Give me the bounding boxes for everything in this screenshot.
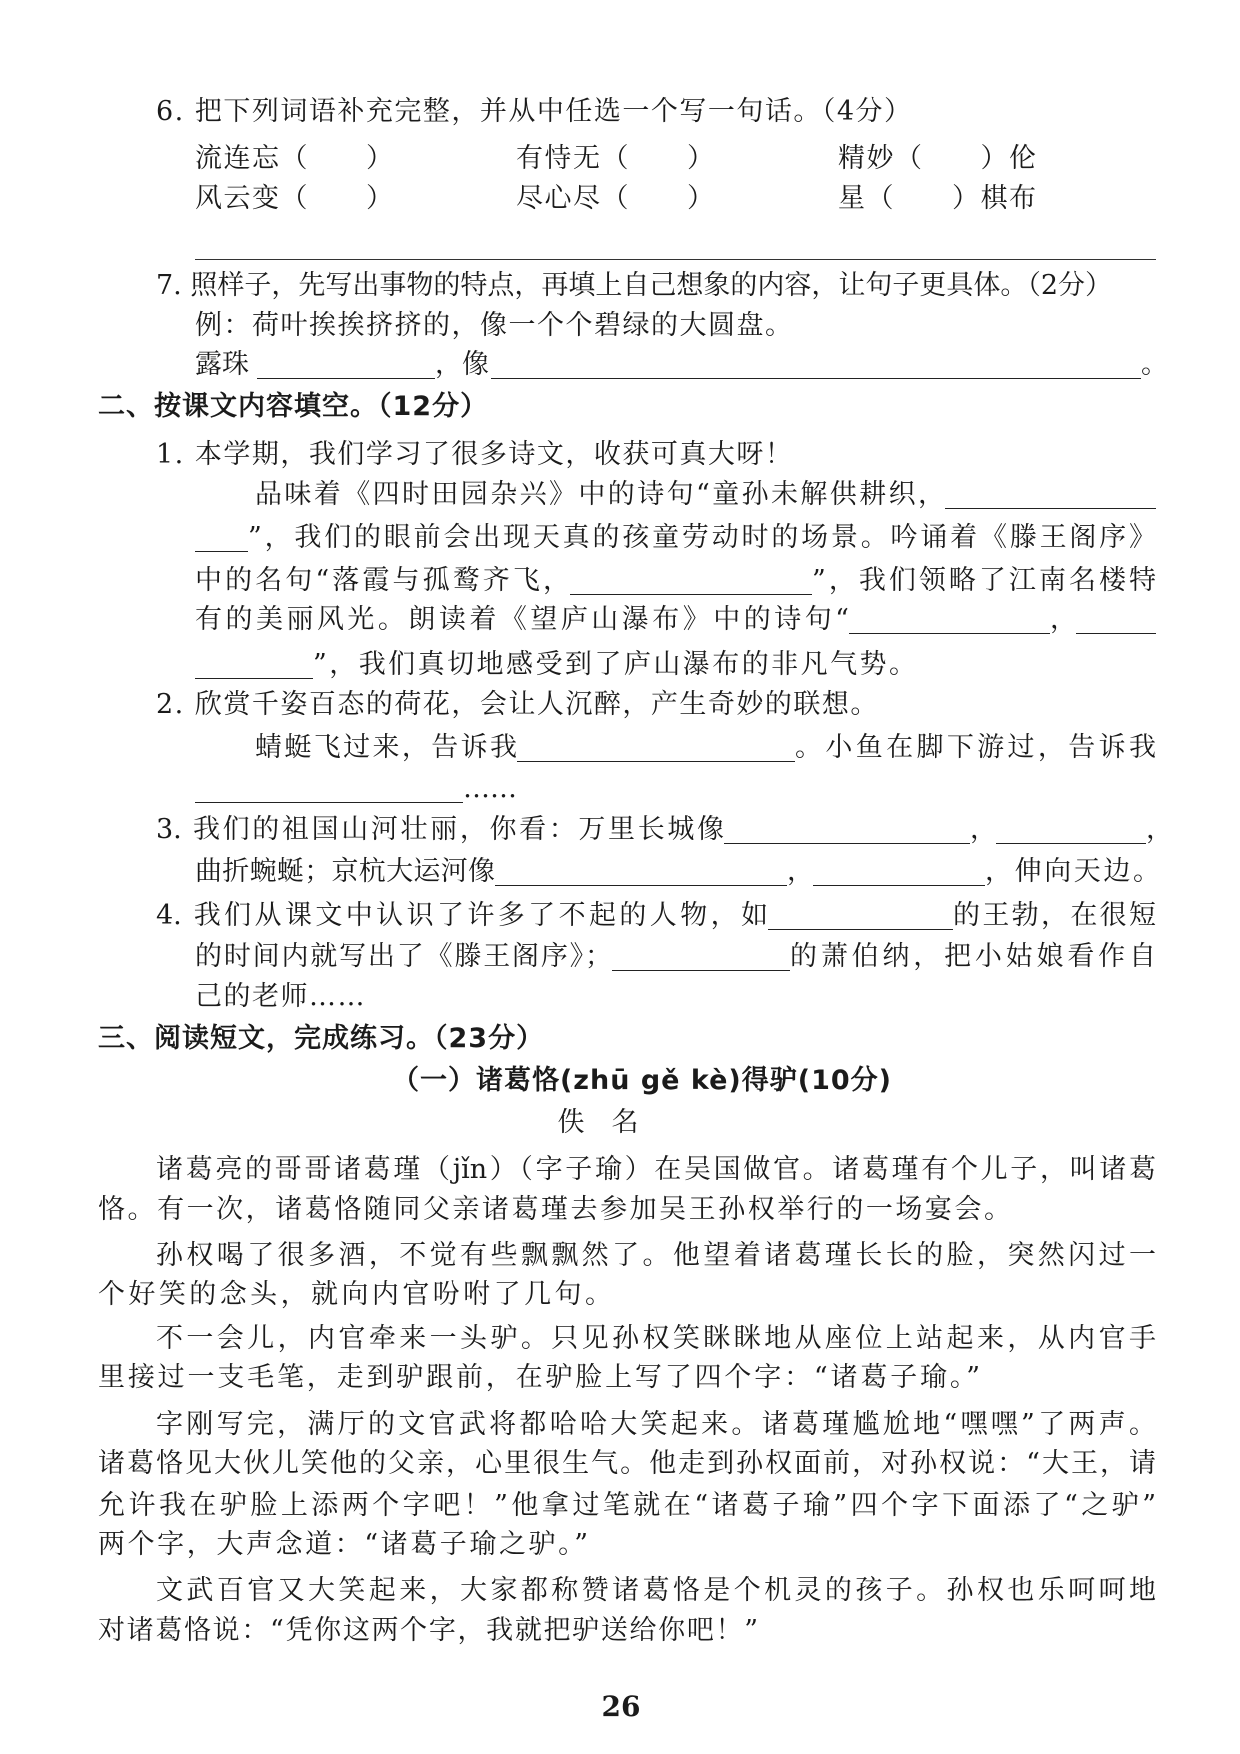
- q7-prompt-text: 露珠: [195, 349, 249, 380]
- q6-word: 星（ ）棋布: [838, 183, 1038, 214]
- s2-item2-line3: [195, 771, 517, 807]
- q6-word: 风云变（ ）: [195, 183, 395, 214]
- s2-item3-line1: [156, 812, 1172, 848]
- fill-text: 蜻蜓飞过来，告诉我: [255, 732, 517, 763]
- s2-item1-line2: [255, 477, 1156, 513]
- q7-stem: 7. 照样子，先写出事物的特点，再填上自己想象的内容，让句子更具体。（2分）: [156, 270, 1113, 301]
- q6-word: 流连忘（ ）: [195, 143, 395, 174]
- q6-answer-line: [195, 259, 1156, 260]
- s2-item1-line6: [195, 647, 916, 683]
- answer-blank: [849, 606, 1050, 634]
- fill-text: ”，我们领略了江南名楼特: [812, 565, 1156, 596]
- passage-line: 两个字，大声念道：“诸葛子瑜之驴。”: [98, 1529, 588, 1560]
- fill-text: ”，我们的眼前会出现天真的孩童劳动时的场景。吟诵着《滕王阁序》: [248, 522, 1156, 553]
- answer-blank: [570, 567, 812, 595]
- section3-heading: 三、阅读短文，完成练习。（23分）: [98, 1023, 545, 1054]
- q7-prompt-text: 。: [1141, 349, 1168, 380]
- answer-blank: [195, 524, 248, 552]
- passage-line: 诸葛恪见大伙儿笑他的父亲，心里很生气。他走到孙权面前，对孙权说：“大王，请: [98, 1448, 1156, 1479]
- fill-text: ，: [1146, 814, 1173, 845]
- fill-text: 的王勃，在很短: [953, 900, 1156, 931]
- answer-blank: [517, 734, 795, 762]
- page-number: 26: [601, 1690, 641, 1723]
- answer-blank: [996, 816, 1146, 844]
- s2-item1-line3: [195, 520, 1156, 556]
- fill-text: ，: [970, 814, 997, 845]
- fill-text: ，伸向天边。: [985, 856, 1160, 887]
- q6-word: 精妙（ ）伦: [838, 143, 1038, 174]
- fill-text: ，: [787, 856, 814, 887]
- fill-text: 3. 我们的祖国山河壮丽，你看：万里长城像: [156, 814, 724, 845]
- fill-text: 的时间内就写出了《滕王阁序》；: [195, 941, 612, 972]
- fill-text: 曲折蜿蜒；京杭大运河像: [195, 856, 495, 887]
- answer-blank: [195, 651, 313, 679]
- answer-blank: [768, 902, 953, 930]
- passage-line: 孙权喝了很多酒，不觉有些飘飘然了。他望着诸葛瑾长长的脸，突然闪过一: [156, 1240, 1156, 1271]
- s2-item4-line3: 己的老师……: [195, 981, 366, 1012]
- passage-line: 文武百官又大笑起来，大家都称赞诸葛恪是个机灵的孩子。孙权也乐呵呵地: [156, 1575, 1156, 1606]
- passage-line: 不一会儿，内官牵来一头驴。只见孙权笑眯眯地从座位上站起来，从内官手: [156, 1323, 1156, 1354]
- s2-item4-line2: [195, 939, 1156, 975]
- answer-blank: [945, 481, 1156, 509]
- passage-line: 恪。有一次，诸葛恪随同父亲诸葛瑾去参加吴王孙权举行的一场宴会。: [98, 1194, 1011, 1225]
- answer-blank: [813, 858, 985, 886]
- s2-item1-line4: [195, 563, 1156, 599]
- fill-text: ，: [1050, 604, 1077, 635]
- answer-blank: [195, 775, 463, 803]
- fill-text: 。小鱼在脚下游过，告诉我: [795, 732, 1156, 763]
- passage-line: 个好笑的念头，就向内官吩咐了几句。: [98, 1279, 612, 1310]
- q6-word: 有恃无（ ）: [516, 143, 716, 174]
- passage-title: （一）诸葛恪(zhū gě kè)得驴(10分): [391, 1065, 893, 1096]
- passage-line: 允许我在驴脸上添两个字吧！”他拿过笔就在“诸葛子瑜”四个字下面添了“之驴”: [98, 1490, 1156, 1521]
- answer-blank: [495, 858, 787, 886]
- passage-line: 对诸葛恪说：“凭你这两个字，我就把驴送给你吧！”: [98, 1615, 758, 1646]
- section2-heading: 二、按课文内容填空。（12分）: [98, 391, 489, 422]
- q7-prompt-text: ，像: [435, 349, 489, 380]
- s2-item2-line2: [255, 730, 1156, 766]
- answer-blank: [612, 943, 790, 971]
- fill-text: 的萧伯纳，把小姑娘看作自: [790, 941, 1156, 972]
- q6-stem: 6. 把下列词语补充完整，并从中任选一个写一句话。（4分）: [156, 96, 913, 127]
- answer-blank: [491, 351, 1141, 379]
- answer-blank: [724, 816, 970, 844]
- passage-line: 里接过一支毛笔，走到驴跟前，在驴脸上写了四个字：“诸葛子瑜。”: [98, 1362, 980, 1393]
- fill-text: 品味着《四时田园杂兴》中的诗句“童孙未解供耕织，: [255, 479, 945, 510]
- s2-item1-line5: [195, 602, 1156, 638]
- q6-word: 尽心尽（ ）: [516, 183, 716, 214]
- passage-line: 诸葛亮的哥哥诸葛瑾（jǐn）（字子瑜）在吴国做官。诸葛瑾有个儿子，叫诸葛: [156, 1154, 1156, 1185]
- fill-text: ……: [463, 773, 517, 804]
- fill-text: 4. 我们从课文中认识了许多了不起的人物，如: [156, 900, 768, 931]
- s2-item2-stem: 2. 欣赏千姿百态的荷花，会让人沉醉，产生奇妙的联想。: [156, 689, 879, 720]
- fill-text: ”，我们真切地感受到了庐山瀑布的非凡气势。: [313, 649, 916, 680]
- fill-text: 有的美丽风光。朗读着《望庐山瀑布》中的诗句“: [195, 604, 849, 635]
- fill-text: 中的名句“落霞与孤鹜齐飞，: [195, 565, 570, 596]
- s2-item4-line1: [156, 898, 1156, 934]
- answer-blank: [1076, 606, 1156, 634]
- passage-author: 佚 名: [557, 1107, 639, 1138]
- q7-example: 例：荷叶挨挨挤挤的，像一个个碧绿的大圆盘。: [195, 310, 794, 341]
- passage-line: 字刚写完，满厅的文官武将都哈哈大笑起来。诸葛瑾尴尬地“嘿嘿”了两声。: [156, 1409, 1156, 1440]
- s2-item1-stem: 1. 本学期，我们学习了很多诗文，收获可真大呀！: [156, 439, 794, 470]
- s2-item3-line2: [195, 854, 1160, 890]
- answer-blank: [257, 351, 435, 379]
- q7-prompt-line: [195, 347, 1168, 383]
